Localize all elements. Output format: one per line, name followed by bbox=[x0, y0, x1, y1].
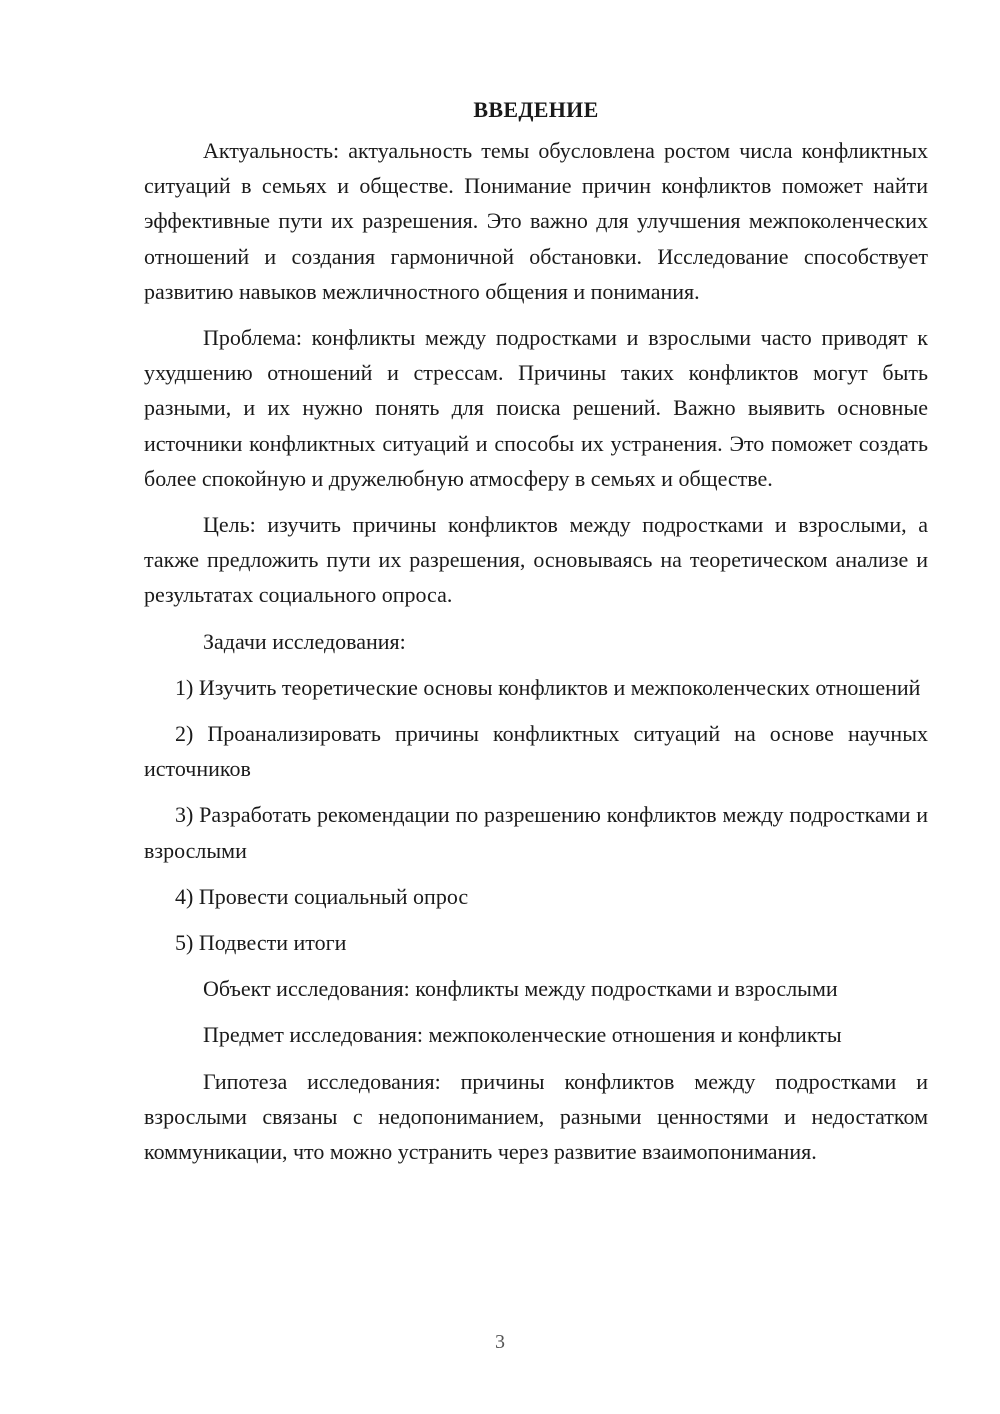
problem-paragraph: Проблема: конфликты между подростками и взрослыми часто приводят к ухудшению отношений и стрессам. Причины таких конфликтов могут быть разными, и их нужно понять для поиска решений. Важно выявить основные источники конфликтных ситуаций и способы их устранения. Это поможет создать более спокойную и дружелюбную атмосферу в семьях и обществе. bbox=[144, 325, 928, 491]
hypothesis-paragraph: Гипотеза исследования: причины конфликтов между подростками и взрослыми связаны с недопониманием, разными ценностями и недостатком коммуникации, что можно устранить через развитие взаимопонимания. bbox=[144, 1068, 928, 1165]
tasks-heading: Задачи исследования: bbox=[203, 628, 406, 654]
task-item: 4) Провести социальный опрос bbox=[175, 883, 469, 909]
document-page bbox=[144, 92, 928, 1180]
task-item: 3) Разработать рекомендации по разрешению конфликтов между подростками и взрослыми bbox=[144, 802, 928, 863]
page-number: 3 bbox=[495, 1331, 505, 1353]
relevance-paragraph: Актуальность: актуальность темы обусловлена ростом числа конфликтных ситуаций в семьях и обществе. Понимание причин конфликтов поможет найти эффективные пути их разрешения. Это важно для улучшения межпоколенческих отношений и создания гармоничной обстановки. Исследование способствует развитию навыков межличностного общения и понимания. bbox=[144, 138, 928, 304]
goal-paragraph: Цель: изучить причины конфликтов между подростками и взрослыми, а также предложить пути их разрешения, основываясь на теоретическом анализе и результатах социального опроса. bbox=[144, 512, 928, 608]
subject-paragraph: Предмет исследования: межпоколенческие отношения и конфликты bbox=[203, 1022, 842, 1048]
task-item: 5) Подвести итоги bbox=[175, 930, 347, 956]
task-item: 1) Изучить теоретические основы конфликтов и межпоколенческих отношений bbox=[175, 674, 921, 700]
section-title: ВВЕДЕНИЕ bbox=[473, 97, 599, 122]
tasks-list bbox=[144, 670, 928, 960]
object-paragraph: Объект исследования: конфликты между подростками и взрослыми bbox=[203, 976, 838, 1002]
task-item: 2) Проанализировать причины конфликтных ситуаций на основе научных источников bbox=[144, 721, 928, 782]
